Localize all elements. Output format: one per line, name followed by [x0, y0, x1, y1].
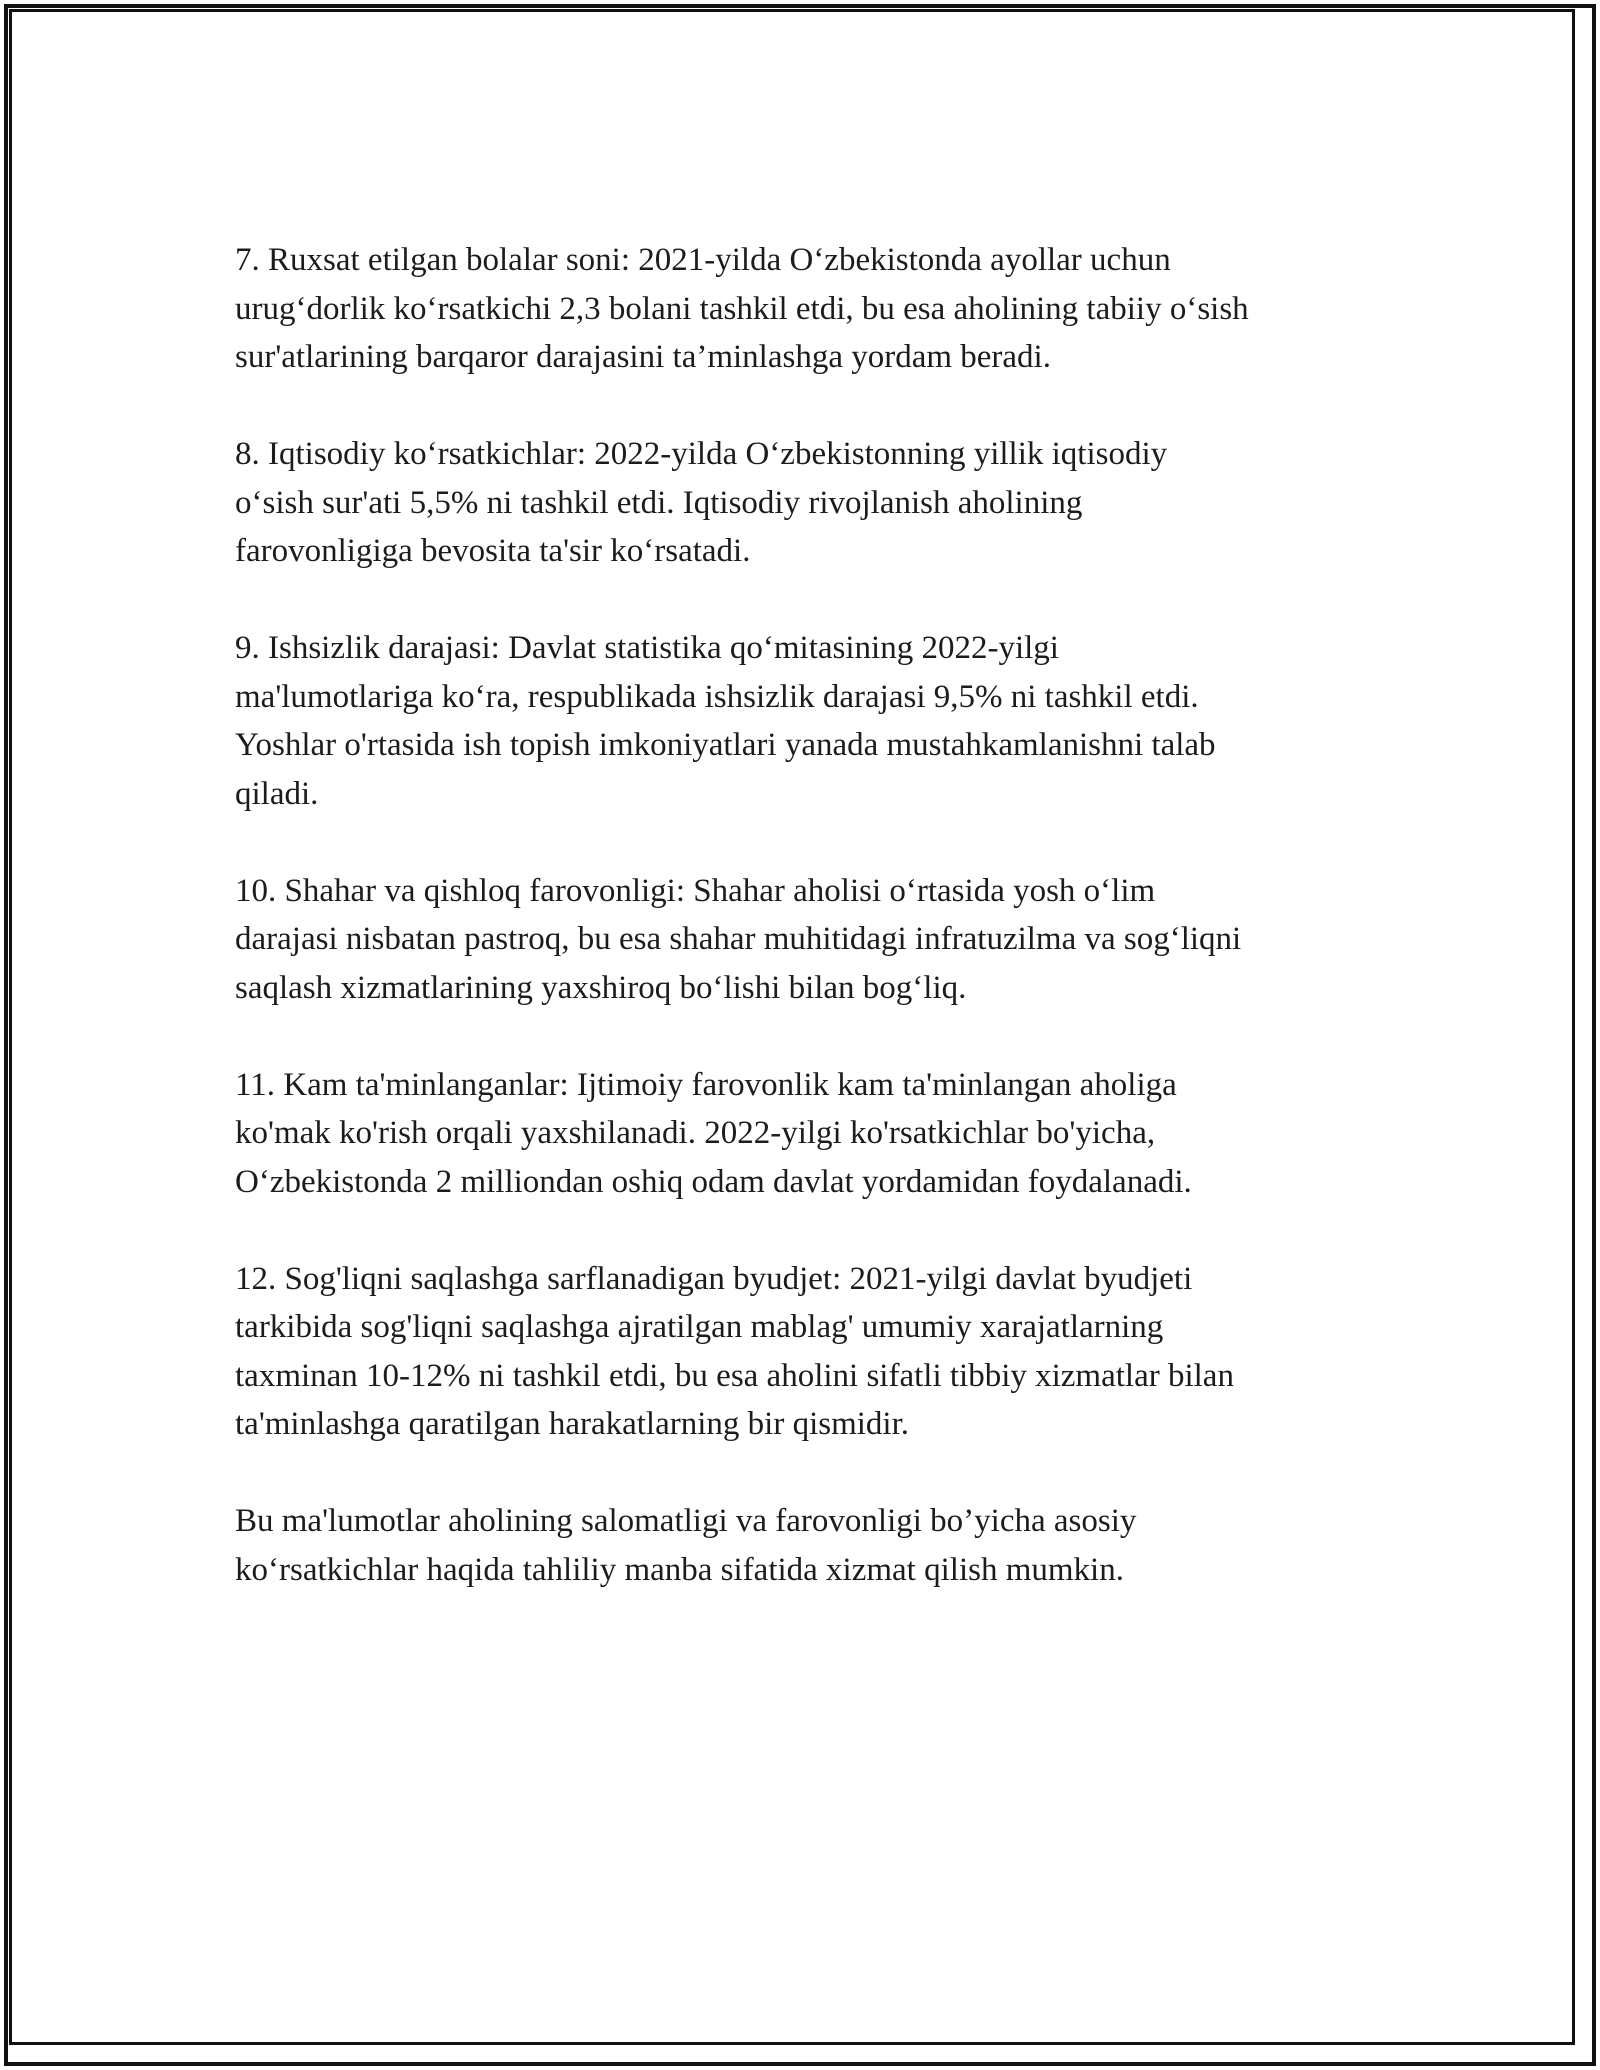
- document-body: [235, 236, 1375, 1643]
- paragraph-item-10: 10. Shahar va qishloq farovonligi: Shahar aholisi o‘rtasida yosh o‘lim darajasi nisbatan pastroq, bu esa shahar muhitidagi infratuzilma va sog‘liqni saqlash xizmatlarining yaxshiroq bo‘lishi bilan bog‘liq.: [235, 872, 1242, 1006]
- paragraph-item-8: 8. Iqtisodiy ko‘rsatkichlar: 2022-yilda O‘zbekistonning yillik iqtisodiy o‘sish sur'ati 5,5% ni tashkil etdi. Iqtisodiy rivojlanish aholining farovonligiga bevosita ta'sir ko‘rsatadi.: [235, 436, 1168, 569]
- paragraph-conclusion: Bu ma'lumotlar aholining salomatligi va farovonligi bo’yicha asosiy ko‘rsatkichlar haqida tahliliy manba sifatida xizmat qilish mumkin.: [235, 1503, 1137, 1588]
- paragraph-item-11: 11. Kam ta'minlanganlar: Ijtimoiy farovonlik kam ta'minlangan aholiga ko'mak ko'rish orqali yaxshilanadi. 2022-yilgi ko'rsatkichlar bo'yicha, O‘zbekistonda 2 milliondan oshiq odam davlat yordamidan foydalanadi.: [235, 1066, 1192, 1200]
- paragraph-item-12: 12. Sog'liqni saqlashga sarflanadigan byudjet: 2021-yilgi davlat byudjeti tarkibida sog'liqni saqlashga ajratilgan mablag' umumiy xarajatlarning taxminan 10-12% ni tashkil etdi, bu esa aholini sifatli tibbiy xizmatlar bilan ta'minlashga qaratilgan harakatlarning bir qismidir.: [235, 1260, 1234, 1442]
- paragraph-item-7: 7. Ruxsat etilgan bolalar soni: 2021-yilda O‘zbekistonda ayollar uchun urug‘dorlik ko‘rsatkichi 2,3 bolani tashkil etdi, bu esa aholining tabiiy o‘sish sur'atlarining barqaror darajasini ta’minlashga yordam beradi.: [235, 242, 1249, 375]
- paragraph-item-9: 9. Ishsizlik darajasi: Davlat statistika qo‘mitasining 2022-yilgi ma'lumotlariga ko‘ra, respublikada ishsizlik darajasi 9,5% ni tashkil etdi. Yoshlar o'rtasida ish topish imkoniyatlari yanada mustahkamlanishni talab qiladi.: [235, 630, 1216, 812]
